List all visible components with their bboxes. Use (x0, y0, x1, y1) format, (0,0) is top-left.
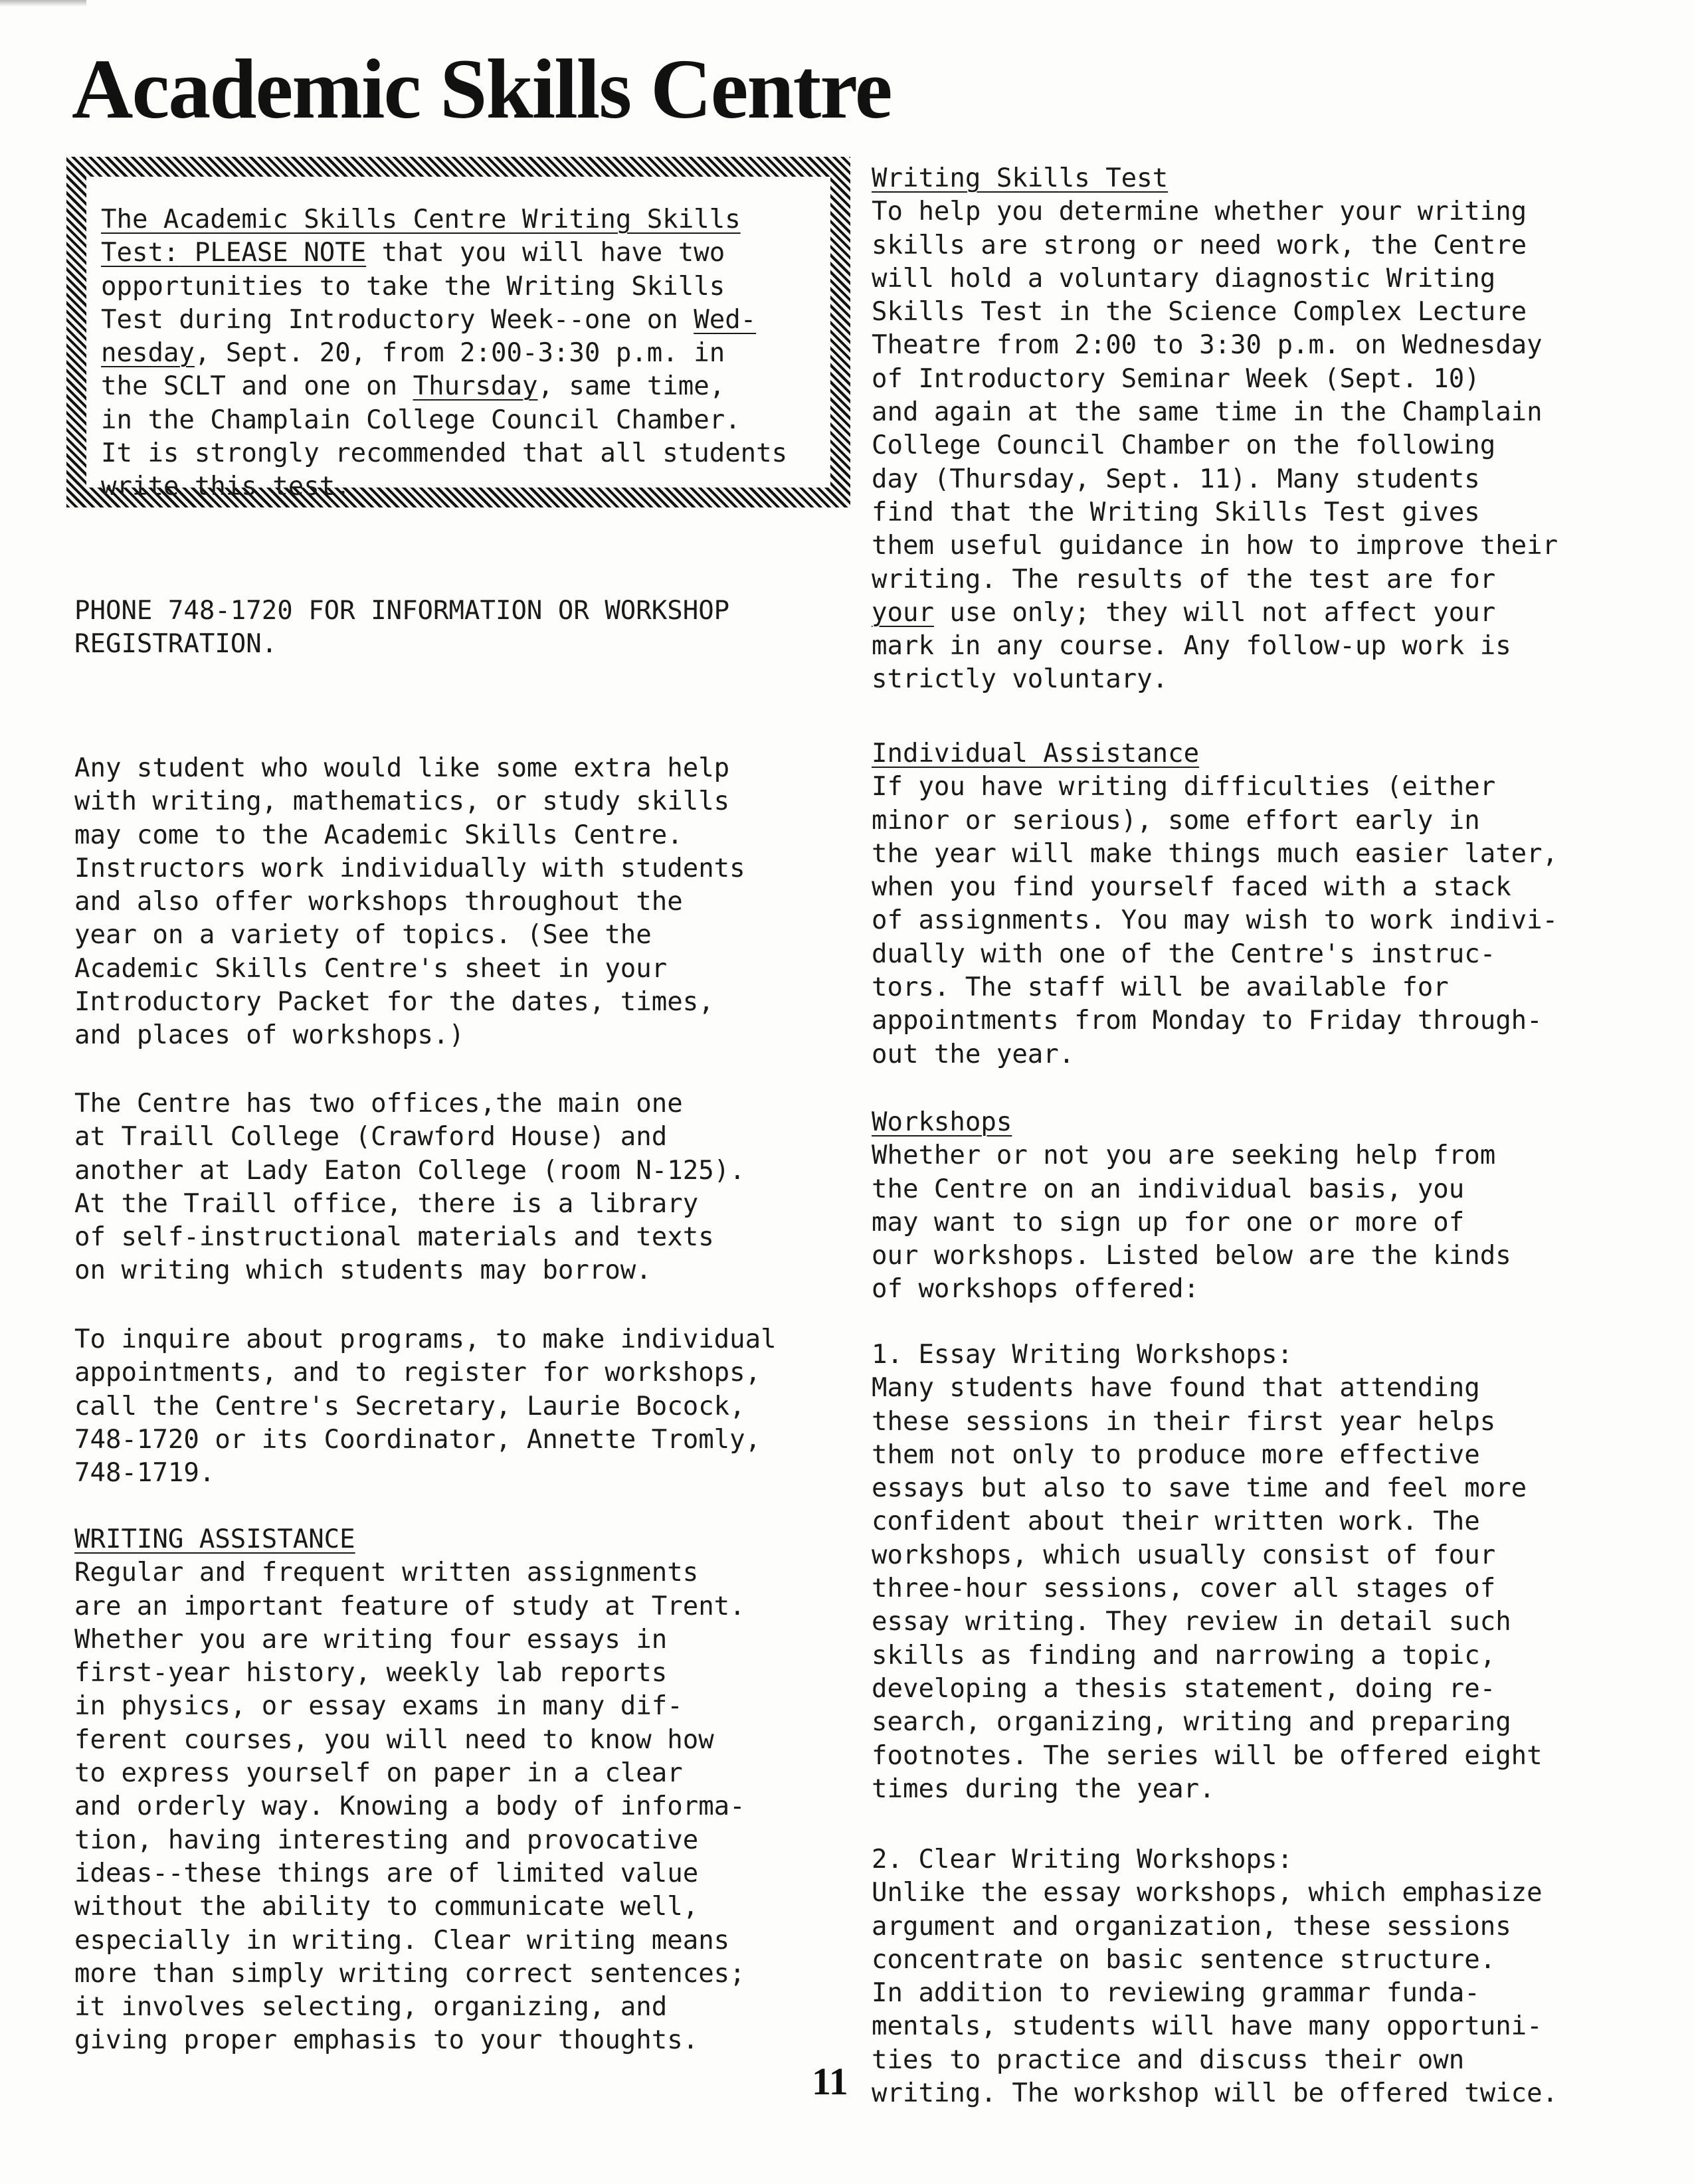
notice-line-6: the SCLT and one on (101, 371, 413, 402)
writing-skills-test-text-1: To help you determine whether your writing skills are strong or need work, the Centre will hold a voluntary diagnostic Writing Skills Test in the Science Complex Lecture Theatre from 2:00 to 3:30 p.m. on Wednesday of Introductory Seminar Week (Sept. 10) and again at the same time in the Champlain College Council Chamber on the following day (Thursday, Sept. 11). Many students find that the Writing Skills Test gives them useful guidance in how to improve their writing. The results of the test are for (872, 197, 1558, 594)
workshops-section (872, 1106, 1636, 1307)
notice-line-1: The Academic Skills Centre Writing Skills (101, 205, 741, 234)
offices-text: The Centre has two offices,the main one at Traill College (Crawford House) and another at Lady Eaton College (room N-125). At the Traill office, there is a library of self-instructional materials and texts on writing which students may borrow. (74, 1089, 745, 1286)
essay-workshops-text: 1. Essay Writing Workshops: Many students have found that attending these sessions in their first year helps them not only to produce more effective essays but also to save time and feel more confident about their written work. The workshops, which usually consist of four three-hour sessions, cover all stages of essay writing. They review in detail such skills as finding and narrowing a topic, developing a thesis statement, doing re- search, organizing, writing and preparing footnotes. The series will be offered eight times during the year. (872, 1340, 1543, 1804)
page-title: Academic Skills Centre (72, 42, 892, 136)
notice-line-3: opportunities to take the Writing Skills (101, 271, 725, 302)
individual-assistance-heading: Individual Assistance (872, 739, 1200, 769)
notice-test-label: Test: (101, 238, 179, 268)
clear-writing-section (872, 1843, 1636, 2110)
your-emphasis: your (872, 597, 934, 628)
individual-assistance-text: If you have writing difficulties (either minor or serious), some effort early in the year will make things much easier later, when you find yourself faced with a stack of assignments. You may wish to work indivi- dually with one of the Centre's instruc- tors. The staff will be available for appointments from Monday to Friday through- out the year. (872, 772, 1558, 1069)
notice-line-6-rest: , same time, (537, 371, 725, 402)
notice-line-9: write this test. (101, 472, 351, 502)
notice-line-2-rest: that you will have two (366, 238, 725, 268)
notice-line-7: in the Champlain College Council Chamber. (101, 405, 741, 435)
inquire-text: To inquire about programs, to make individual appointments, and to register for workshops, call the Centre's Secretary, Laurie Bocock, 748-1720 or its Coordinator, Annette Tromly, 748-1719. (74, 1324, 777, 1489)
phone-text: PHONE 748-1720 FOR INFORMATION OR WORKSHOP REGISTRATION. (74, 596, 730, 660)
individual-assistance-section (872, 737, 1636, 1071)
offices-section (74, 1087, 838, 1288)
writing-assistance-section (74, 1523, 838, 2058)
phone-info (74, 594, 838, 662)
workshops-heading: Workshops (872, 1107, 1012, 1137)
notice-line-4: Test during Introductory Week--one on (101, 304, 694, 335)
intro-text: Any student who would like some extra help with writing, mathematics, or study skills may come to the Academic Skills Centre. Instructors work individually with students and also offer workshops throughout the year on a variety of topics. (See the Academic Skills Centre's sheet in your Introductory Packet for the dates, times, and places of workshops.) (74, 753, 745, 1051)
notice-wed: Wed- (694, 304, 757, 335)
notice-nesday: nesday (101, 338, 195, 369)
scan-edge-shadow (0, 0, 86, 7)
workshops-text: Whether or not you are seeking help from the Centre on an individual basis, you may want to sign up for one or more of our workshops. Listed below are the kinds of workshops offered: (872, 1140, 1511, 1305)
writing-skills-test-text-2 (872, 596, 1636, 697)
page-number: 11 (812, 2060, 848, 2103)
writing-skills-test-text-2-rest: use only; they will not affect your mark in any course. Any follow-up work is strictly voluntary. (872, 597, 1511, 695)
writing-assistance-text: Regular and frequent written assignments are an important feature of study at Trent. Whether you are writing four essays in first-year history, weekly lab reports in physics, or essay exams in many dif- ferent courses, you will need to know how to express yourself on paper in a clear and orderly way. Knowing a body of informa- tion, having interesting and provocative ideas--these things are of limited value without the ability to communicate well, especially in writing. Clear writing means more than simply writing correct sentences; it involves selecting, organizing, and giving proper emphasis to your thoughts. (74, 1558, 745, 2056)
notice-line-5-rest: , Sept. 20, from 2:00-3:30 p.m. in (194, 338, 725, 369)
clear-writing-text: 2. Clear Writing Workshops: Unlike the essay workshops, which emphasize argument and organization, these sessions concentrate on basic sentence structure. In addition to reviewing grammar funda- mentals, students will have many opportuni- ties to practice and discuss their own writing. The workshop will be offered twice. (872, 1845, 1558, 2109)
notice-box (66, 157, 850, 507)
writing-skills-test-section (872, 162, 1636, 697)
notice-thursday: Thursday (413, 371, 538, 402)
essay-workshops-section (872, 1338, 1636, 1806)
notice-line-8: It is strongly recommended that all students (101, 438, 788, 469)
writing-assistance-heading: WRITING ASSISTANCE (74, 1524, 355, 1554)
writing-skills-test-heading: Writing Skills Test (872, 163, 1169, 193)
notice-please-note: PLEASE NOTE (179, 238, 367, 268)
notice-text (101, 203, 830, 504)
intro-section (74, 752, 838, 1053)
inquire-section (74, 1323, 838, 1490)
